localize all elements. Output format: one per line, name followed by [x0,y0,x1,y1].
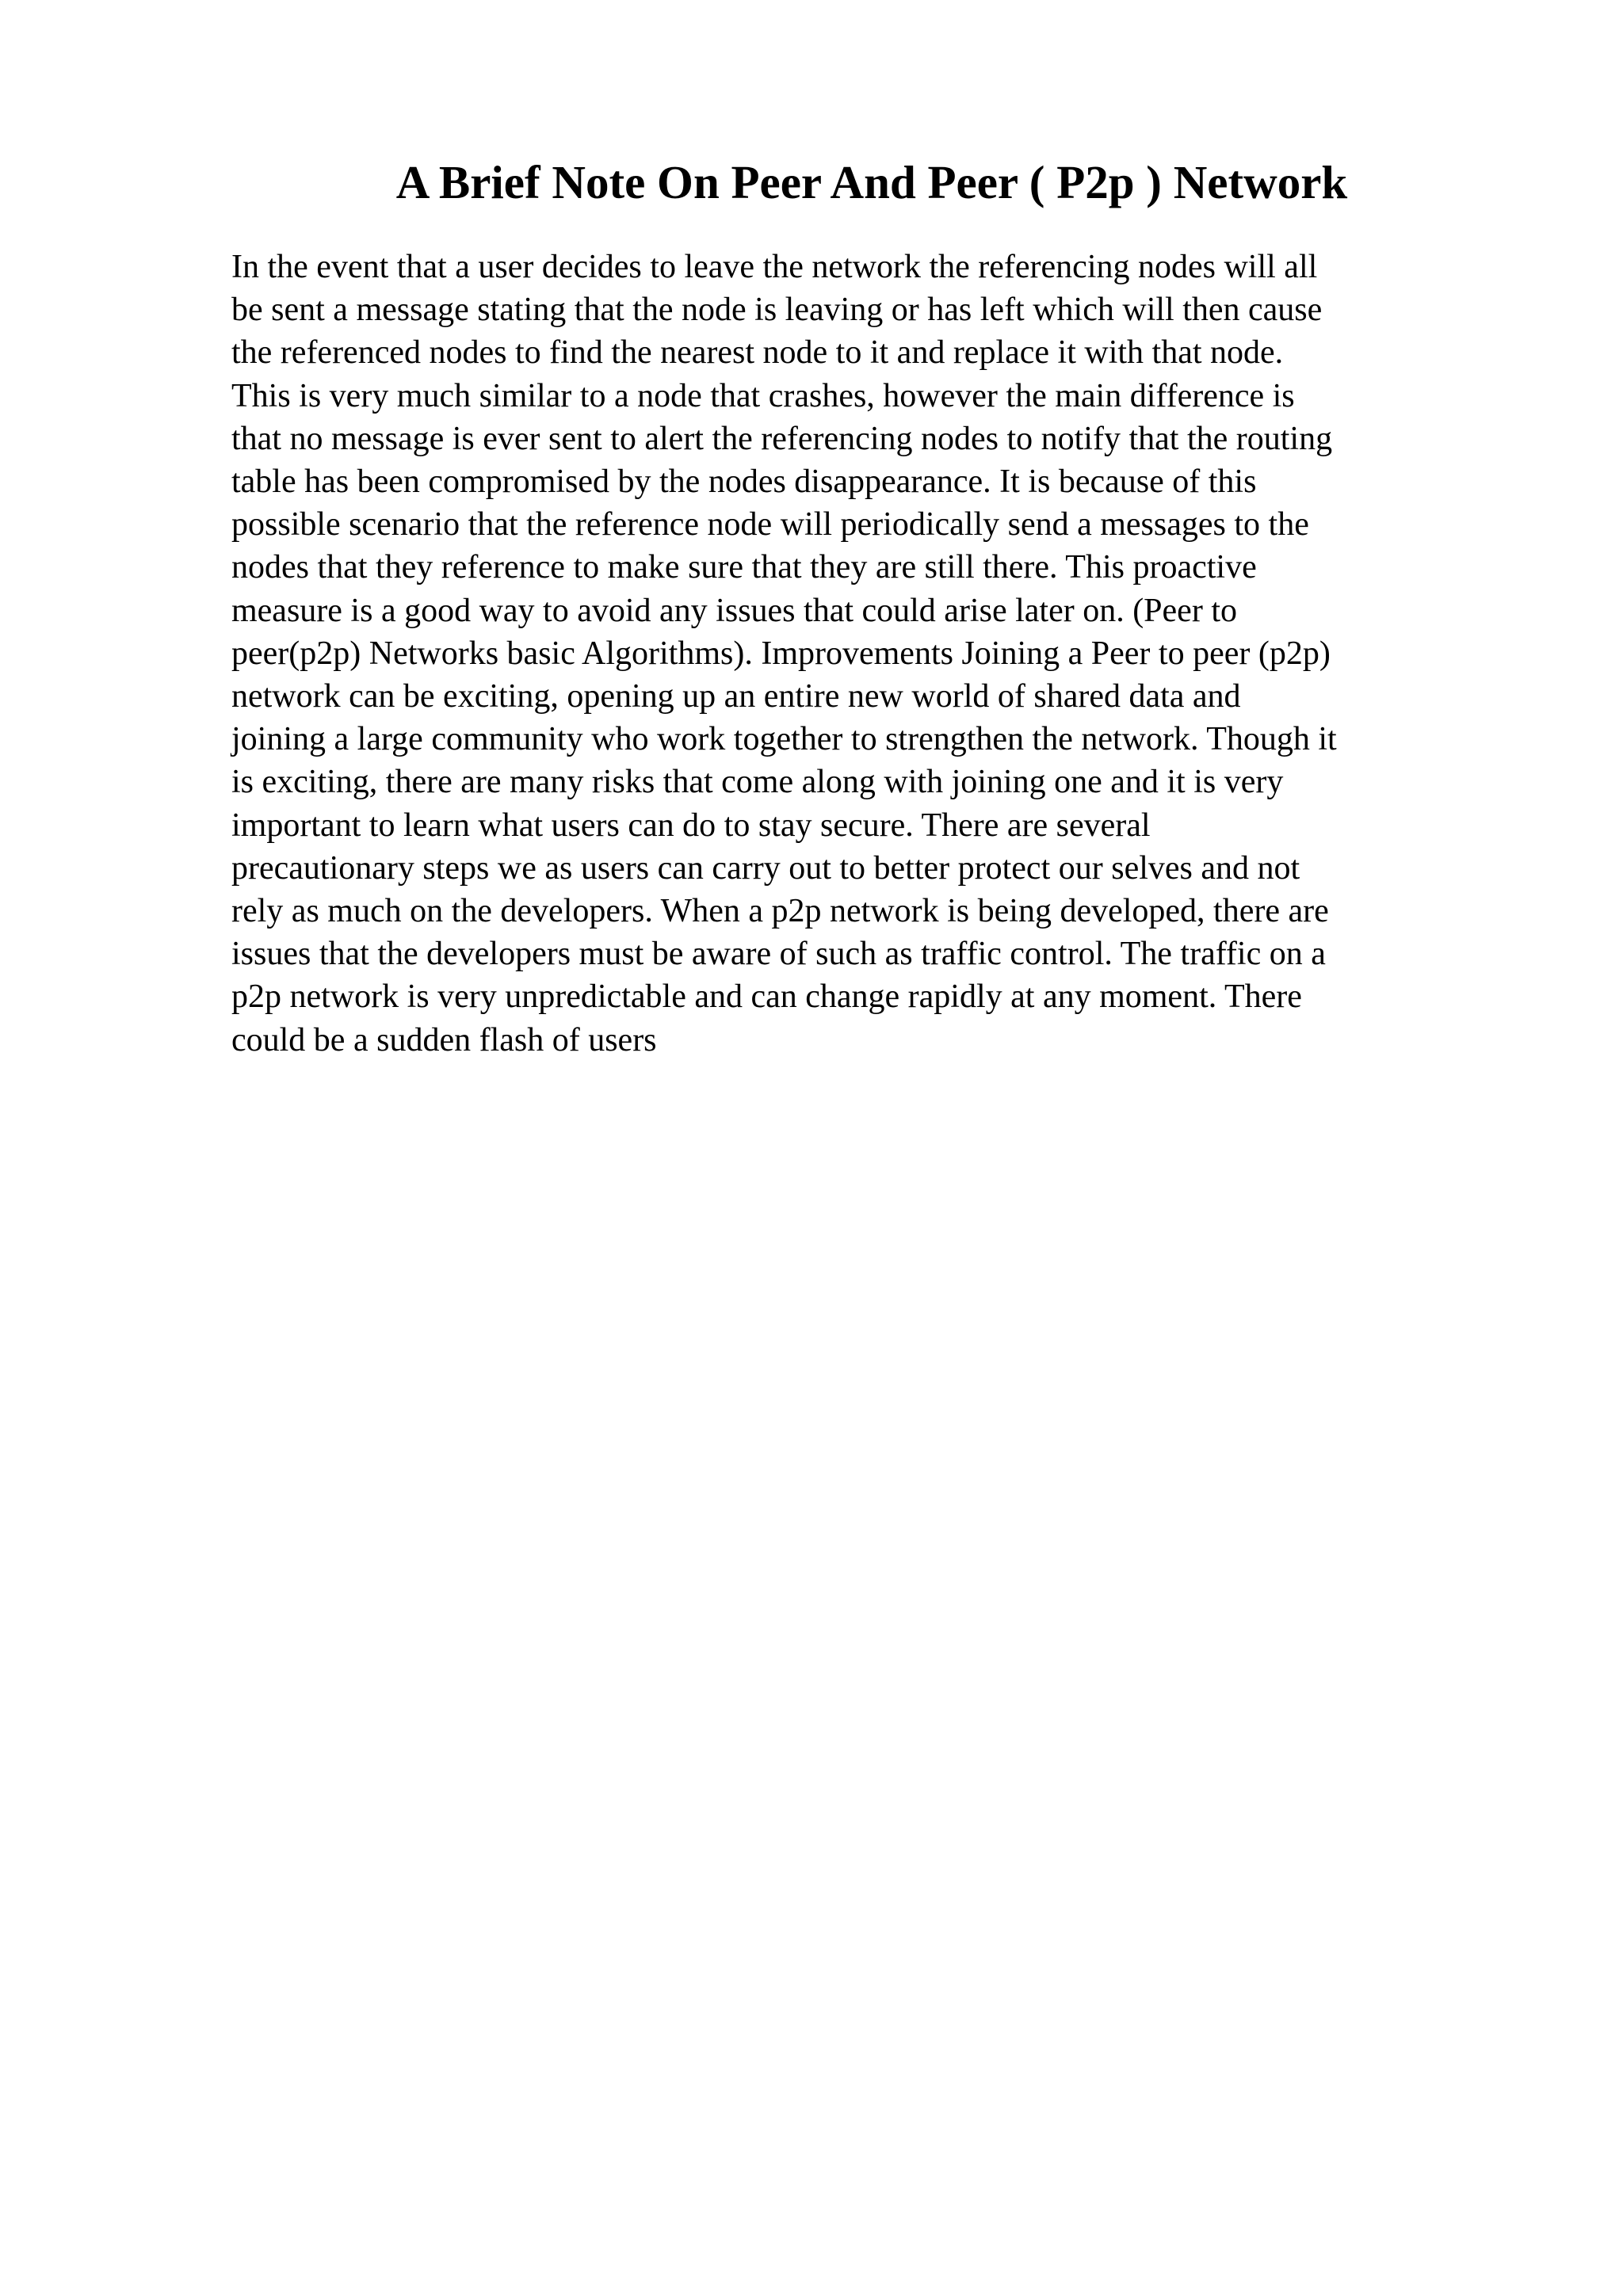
body-line: is exciting, there are many risks that come along with joining one and it is very [231,764,1284,801]
body-line: nodes that they reference to make sure that they are still there. This proactive [231,549,1257,586]
body-line: that no message is ever sent to alert the referencing nodes to notify that the routing [231,420,1333,457]
body-line: precautionary steps we as users can carry out to better protect our selves and not [231,849,1300,887]
body-line: the referenced nodes to find the nearest node to it and replace it with that node. [231,334,1284,372]
body-line: peer(p2p) Networks basic Algorithms). Improvements Joining a Peer to peer (p2p) [231,635,1331,672]
body-line: In the event that a user decides to leave the network the referencing nodes will all [231,249,1318,285]
body-line: be sent a message stating that the node is leaving or has left which will then cause [231,292,1323,329]
body-line: joining a large community who work together to strengthen the network. Though it [231,721,1337,758]
body-line: possible scenario that the reference node will periodically send a messages to the [231,506,1309,543]
body-line: rely as much on the developers. When a p2p network is being developed, there are [231,893,1329,930]
body-line: This is very much similar to a node that crashes, however the main difference is [231,377,1295,414]
document-title: A Brief Note On Peer And Peer ( P2p ) Network [395,156,1348,208]
body-line: issues that the developers must be aware of such as traffic control. The traffic on a [231,936,1326,973]
body-paragraph [231,246,1468,1062]
body-line: could be a sudden flash of users [231,1021,657,1058]
body-line: important to learn what users can do to stay secure. There are several [231,807,1151,844]
body-line: p2p network is very unpredictable and can change rapidly at any moment. There [231,978,1302,1016]
body-line: table has been compromised by the nodes disappearance. It is because of this [231,463,1257,501]
body-line: measure is a good way to avoid any issues that could arise later on. (Peer to [231,592,1237,629]
body-line: network can be exciting, opening up an entire new world of shared data and [231,678,1241,715]
